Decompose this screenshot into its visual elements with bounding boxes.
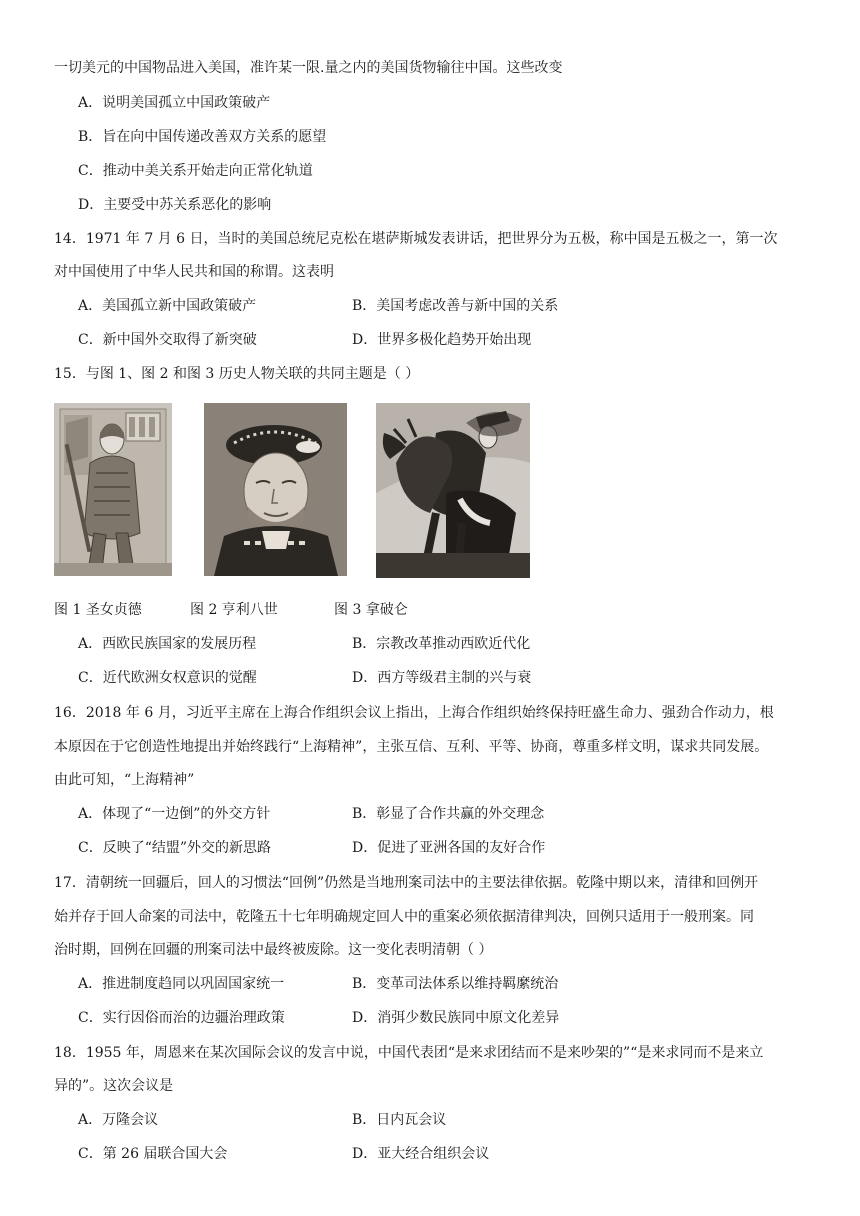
q17-option-c: C．实行因俗而治的边疆治理政策 <box>78 1010 285 1026</box>
q14-stem-line2: 对中国使用了中华人民共和国的称谓。这表明 <box>54 264 334 280</box>
q18-option-a: A．万隆会议 <box>78 1112 159 1128</box>
q13-option-c: C．推动中美关系开始走向正常化轨道 <box>78 163 313 179</box>
q15-option-d: D．西方等级君主制的兴与衰 <box>352 670 532 686</box>
q17-option-b: B．变革司法体系以维持羁縻统治 <box>352 976 559 992</box>
q14-option-a: A．美国孤立新中国政策破产 <box>78 298 257 314</box>
q18-stem-line2: 异的”。这次会议是 <box>54 1078 174 1094</box>
q15-option-c: C．近代欧洲女权意识的觉醒 <box>78 670 257 686</box>
q14-option-b: B．美国考虑改善与新中国的关系 <box>352 298 559 314</box>
q13-option-a: A．说明美国孤立中国政策破产 <box>78 95 271 111</box>
q13-option-d: D．主要受中苏关系恶化的影响 <box>78 197 272 213</box>
figure-3-caption: 图 3 拿破仑 <box>334 602 408 618</box>
q17-option-a: A．推进制度趋同以巩固国家统一 <box>78 976 285 992</box>
q14-stem-line1: 14．1971 年 7 月 6 日，当时的美国总统尼克松在堪萨斯城发表讲话，把世界分为五极，称中国是五极之一，第一次 <box>54 231 778 247</box>
figure-1-caption: 图 1 圣女贞德 <box>54 602 142 618</box>
q15-stem: 15．与图 1、图 2 和图 3 历史人物关联的共同主题是（ ） <box>54 366 420 382</box>
figure-3-napoleon-image <box>376 403 530 578</box>
q16-option-d: D．促进了亚洲各国的友好合作 <box>352 840 546 856</box>
figure-1-joan-of-arc-image <box>54 403 172 576</box>
q16-option-b: B．彰显了合作共赢的外交理念 <box>352 806 545 822</box>
q15-option-b: B．宗教改革推动西欧近代化 <box>352 636 531 652</box>
q13-option-b: B．旨在向中国传递改善双方关系的愿望 <box>78 129 327 145</box>
q16-stem-line1: 16．2018 年 6 月，习近平主席在上海合作组织会议上指出，上海合作组织始终保持旺盛生命力、强劲合作动力，根 <box>54 705 774 721</box>
q17-option-d: D．消弭少数民族同中原文化差异 <box>352 1010 560 1026</box>
q18-stem-line1: 18．1955 年，周恩来在某次国际会议的发言中说，中国代表团“是来求团结而不是来吵架的”“是来求同而不是来立 <box>54 1045 764 1061</box>
q18-option-b: B．日内瓦会议 <box>352 1112 447 1128</box>
q14-option-c: C．新中国外交取得了新突破 <box>78 332 257 348</box>
q16-stem-line3: 由此可知，“上海精神” <box>54 772 195 788</box>
q16-stem-line2: 本原因在于它创造性地提出并始终践行“上海精神”，主张互信、互利、平等、协商，尊重多样文明，谋求共同发展。 <box>54 739 769 755</box>
q18-option-c: C．第 26 届联合国大会 <box>78 1146 228 1162</box>
q18-option-d: D．亚大经合组织会议 <box>352 1146 490 1162</box>
q17-stem-line2: 始并存于回人命案的司法中，乾隆五十七年明确规定回人中的重案必须依据清律判决，回例只适用于一般刑案。同 <box>54 909 754 925</box>
figure-2-caption: 图 2 亨利八世 <box>190 602 278 618</box>
q16-option-a: A．体现了“一边倒”的外交方针 <box>78 806 271 822</box>
q14-option-d: D．世界多极化趋势开始出现 <box>352 332 532 348</box>
figure-2-henry-viii-image <box>204 403 347 576</box>
q15-option-a: A．西欧民族国家的发展历程 <box>78 636 257 652</box>
q16-option-c: C．反映了“结盟”外交的新思路 <box>78 840 272 856</box>
q17-stem-line3: 治时期，回例在回疆的刑案司法中最终被废除。这一变化表明清朝（ ） <box>54 942 493 958</box>
q17-stem-line1: 17．清朝统一回疆后，回人的习惯法“回例”仍然是当地刑案司法中的主要法律依据。乾隆中期以来，清律和回例开 <box>54 875 759 891</box>
q13-stem-cont: 一切美元的中国物品进入美国，准许某一限.量之内的美国货物输往中国。这些改变 <box>54 60 563 76</box>
